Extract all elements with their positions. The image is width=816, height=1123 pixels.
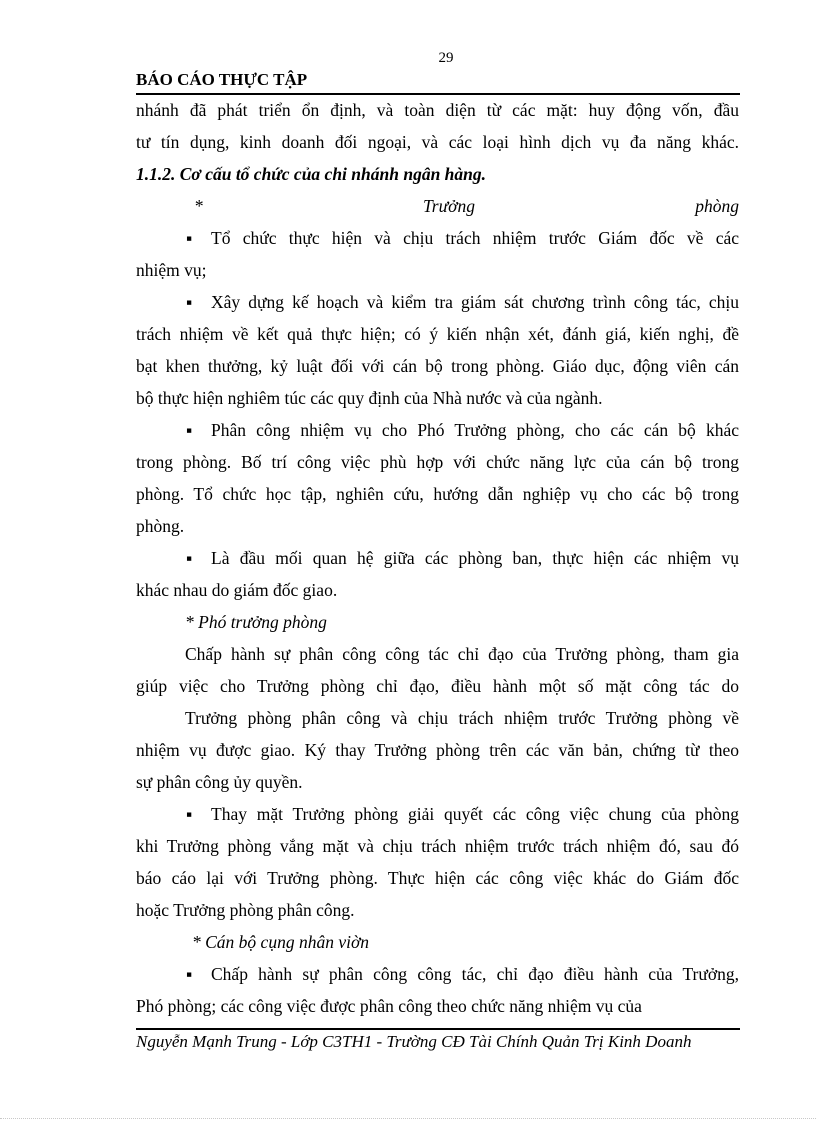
bullet-icon: ▪ (186, 804, 193, 824)
bullet-line: ▪ Xây dựng kế hoạch và kiểm tra giám sát chương trình công tác, chịu (136, 286, 739, 318)
bullet-icon: ▪ (186, 228, 193, 248)
bullet-icon: ▪ (186, 548, 193, 568)
page-boundary (0, 1118, 816, 1119)
text-line: khi Trưởng phòng vắng mặt và chịu trách nhiệm trước trách nhiệm đó, sau đó (136, 836, 739, 856)
text-line: nhánh đã phát triển ổn định, và toàn diện từ các mặt: huy động vốn, đầu (136, 100, 739, 120)
text-line: bạt khen thưởng, kỷ luật đối với cán bộ trong phòng. Giáo dục, động viên cán (136, 356, 739, 376)
text-line: nhiệm vụ; (136, 260, 207, 280)
subheading-pho-truong-phong: * Phó trưởng phòng (185, 612, 327, 632)
subheading-word: Trưởng (423, 196, 475, 216)
text-line: phòng. (136, 516, 185, 536)
header-title: BÁO CÁO THỰC TẬP (136, 70, 308, 89)
text-line: giúp việc cho Trưởng phòng chỉ đạo, điều hành một số mặt công tác do (136, 676, 739, 696)
text-line: trách nhiệm về kết quả thực hiện; có ý kiến nhận xét, đánh giá, kiến nghị, đề (136, 324, 739, 344)
text-line: báo cáo lại với Trưởng phòng. Thực hiện các công việc khác do Giám đốc (136, 868, 739, 888)
text-line: Trưởng phòng phân công và chịu trách nhiệm trước Trưởng phòng về (185, 708, 739, 728)
text-line: tư tín dụng, kinh doanh đối ngoại, và các loại hình dịch vụ đa năng khác. (136, 132, 739, 152)
text-line: nhiệm vụ được giao. Ký thay Trưởng phòng trên các văn bản, chứng từ theo (136, 740, 739, 760)
asterisk: * (194, 196, 203, 216)
page-number: 29 (438, 50, 454, 66)
body-text (136, 94, 739, 1022)
text-line: sự phân công ủy quyền. (136, 772, 303, 792)
footer-rule (136, 1028, 740, 1030)
footer-text: Nguyễn Mạnh Trung - Lớp C3TH1 - Trường CĐ Tài Chính Quản Trị Kinh Doanh (136, 1032, 692, 1051)
bullet-icon: ▪ (186, 964, 193, 984)
bullet-icon: ▪ (186, 292, 193, 312)
subheading-truong-phong (136, 190, 739, 222)
text-line: Phó phòng; các công việc được phân công theo chức năng nhiệm vụ của (136, 996, 642, 1016)
text-line: hoặc Trưởng phòng phân công. (136, 900, 355, 920)
subheading-word: phòng (695, 196, 739, 216)
text-line: trong phòng. Bố trí công việc phù hợp với chức năng lực của cán bộ trong (136, 452, 739, 472)
bullet-icon: ▪ (186, 420, 193, 440)
subheading-can-bo: * Cán bộ cụng nhân viờn (192, 932, 370, 952)
text-line: Chấp hành sự phân công công tác chỉ đạo của Trưởng phòng, tham gia (185, 644, 739, 664)
bullet-line: ▪ Phân công nhiệm vụ cho Phó Trưởng phòng, cho các cán bộ khác (136, 414, 739, 446)
bullet-line: ▪ Tổ chức thực hiện và chịu trách nhiệm trước Giám đốc về các (136, 222, 739, 254)
bullet-line: ▪ Thay mặt Trưởng phòng giải quyết các công việc chung của phòng (136, 798, 739, 830)
section-heading: 1.1.2. Cơ cấu tổ chức của chi nhánh ngân hàng. (136, 164, 487, 184)
text-line: phòng. Tổ chức học tập, nghiên cứu, hướng dẫn nghiệp vụ cho các bộ trong (136, 484, 739, 504)
text-line: bộ thực hiện nghiêm túc các quy định của Nhà nước và của ngành. (136, 388, 603, 408)
bullet-line: ▪ Chấp hành sự phân công công tác, chỉ đạo điều hành của Trưởng, (136, 958, 739, 990)
bullet-line: ▪ Là đầu mối quan hệ giữa các phòng ban, thực hiện các nhiệm vụ (136, 542, 739, 574)
text-line: khác nhau do giám đốc giao. (136, 580, 338, 600)
